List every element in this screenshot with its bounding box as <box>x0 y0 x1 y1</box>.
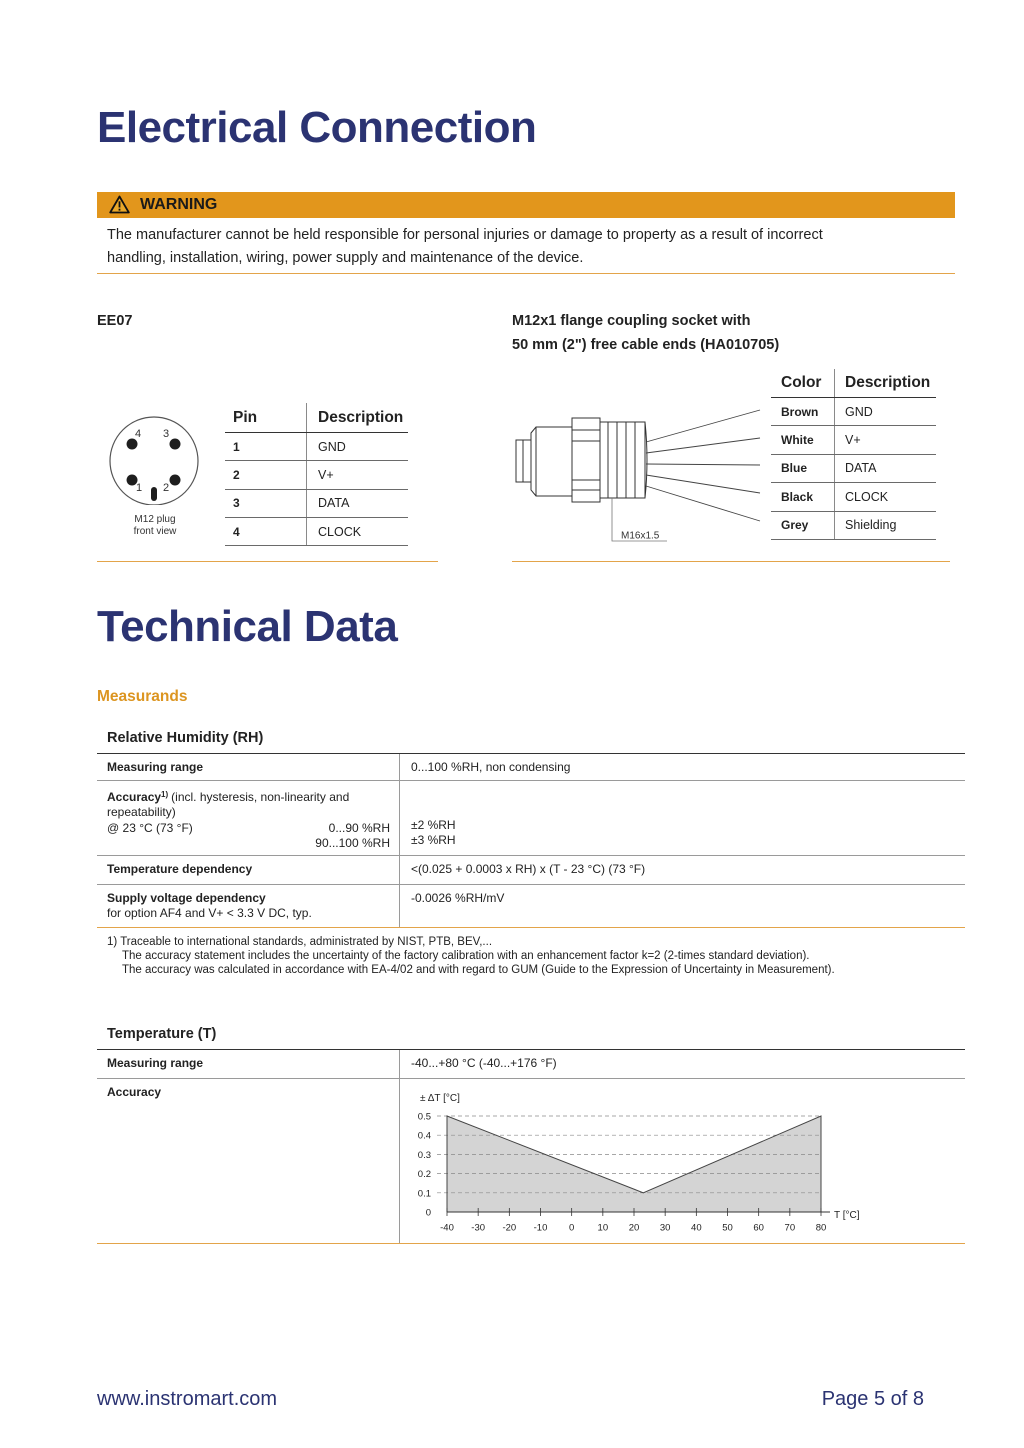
divider <box>512 561 950 562</box>
coupling-socket-drawing <box>510 400 772 550</box>
table-row <box>97 1050 965 1079</box>
spec-condition: @ 23 °C (73 °F) <box>107 820 193 835</box>
pin-label: 3 <box>162 428 170 440</box>
footnotes <box>107 935 835 977</box>
spec-value: <(0.025 + 0.0003 x RH) x (T - 23 °C) (73 °F) <box>399 856 965 884</box>
table-row <box>97 856 965 885</box>
socket-heading-line: M12x1 flange coupling socket with <box>512 313 751 329</box>
column-header: Description <box>834 369 936 397</box>
table-row <box>771 512 936 540</box>
y-tick-label: 0 <box>425 1207 431 1219</box>
table-header <box>225 403 408 433</box>
table-row <box>97 885 965 928</box>
spec-note: (incl. hysteresis, non-linearity and <box>171 790 350 804</box>
wire-color: Blue <box>781 461 808 476</box>
table-row <box>771 455 936 483</box>
wire-black <box>646 475 760 493</box>
plug-caption-line: front view <box>133 526 177 537</box>
table-row <box>225 518 408 546</box>
pin-number: 3 <box>233 496 240 511</box>
y-tick-label: 0.3 <box>417 1149 431 1161</box>
pin-table <box>225 403 408 546</box>
pin-2-dot <box>170 475 181 486</box>
x-tick-label: 10 <box>597 1222 609 1234</box>
wire-description: Shielding <box>834 512 936 539</box>
divider <box>97 273 955 274</box>
wire-description: DATA <box>834 455 936 482</box>
ee07-heading: EE07 <box>97 313 133 329</box>
table-row <box>225 490 408 518</box>
pin-3-dot <box>170 439 181 450</box>
pin-number: 4 <box>233 524 240 539</box>
warning-text <box>107 224 823 270</box>
x-tick-label: 50 <box>722 1222 733 1234</box>
wire-grey <box>646 486 760 521</box>
spec-range: 0...90 %RH <box>328 820 390 835</box>
footnote-line: 1) Traceable to international standards, administrated by NIST, PTB, BEV,... <box>107 936 493 948</box>
wire-brown <box>646 410 760 442</box>
wire-color: Black <box>781 489 814 504</box>
accuracy-label-line <box>107 787 390 805</box>
column-header: Pin <box>233 408 258 426</box>
spec-note: for option AF4 and V+ < 3.3 V DC, typ. <box>107 906 312 921</box>
y-tick-label: 0.2 <box>417 1169 431 1181</box>
column-header: Color <box>781 374 822 391</box>
x-tick-label: 0 <box>569 1222 575 1234</box>
warning-text-line: The manufacturer cannot be held responsible for personal injuries or damage to property as a result of incorrect <box>107 227 823 243</box>
column-header: Description <box>306 403 408 432</box>
footnote-line: The accuracy statement includes the uncertainty of the factory calibration with an enhancement factor k=2 (2-times standard deviation). <box>122 950 810 962</box>
spec-label: Supply voltage dependency <box>107 891 266 905</box>
thread-section <box>600 422 645 498</box>
wire-color: White <box>781 433 814 448</box>
wire-description: GND <box>834 398 936 425</box>
wire-color: Brown <box>781 404 819 419</box>
m12-plug-front-view <box>100 410 210 505</box>
spec-value: -0.0026 %RH/mV <box>399 885 965 927</box>
plug-caption <box>105 514 205 538</box>
pin-description: V+ <box>306 461 408 488</box>
spec-value: ±2 %RH <box>411 817 456 832</box>
pin-description: DATA <box>306 490 408 517</box>
pin-number: 1 <box>233 439 240 454</box>
pin-label: 4 <box>134 428 142 440</box>
spec-label: Measuring range <box>107 1056 204 1070</box>
rh-spec-table <box>97 753 965 928</box>
page-title-electrical-connection: Electrical Connection <box>97 103 537 152</box>
temperature-accuracy-chart <box>400 1085 860 1240</box>
socket-heading <box>512 309 779 357</box>
footnote-ref: 1) <box>161 790 169 799</box>
coupling-nut <box>572 418 600 502</box>
measurands-label: Measurands <box>97 688 188 705</box>
y-tick-label: 0.5 <box>417 1111 431 1123</box>
x-tick-label: -40 <box>440 1222 454 1234</box>
x-tick-label: -20 <box>502 1222 517 1234</box>
table-row <box>97 781 965 856</box>
x-tick-label: 40 <box>691 1222 702 1234</box>
table-row <box>225 461 408 489</box>
table-row <box>771 398 936 426</box>
spec-label: Temperature dependency <box>107 862 253 876</box>
x-tick-label: 80 <box>815 1222 827 1234</box>
spec-label: Measuring range <box>107 760 204 774</box>
warning-label: WARNING <box>140 196 218 213</box>
y-axis-label: ± ΔT [°C] <box>420 1093 460 1104</box>
y-tick-label: 0.1 <box>417 1188 431 1200</box>
thread-label: M16x1.5 <box>621 530 660 542</box>
pin-number: 2 <box>233 467 240 482</box>
table-row <box>771 483 936 511</box>
table-header <box>771 369 936 398</box>
x-tick-label: -10 <box>533 1222 548 1234</box>
plug-caption-line: M12 plug <box>134 514 176 525</box>
spec-label: Accuracy <box>107 790 162 804</box>
spec-value: -40...+80 °C (-40...+176 °F) <box>399 1050 965 1078</box>
table-row <box>97 754 965 781</box>
accuracy-area <box>447 1116 821 1212</box>
wire-color-table <box>771 369 936 540</box>
x-tick-label: -30 <box>471 1222 486 1234</box>
wire-white <box>646 438 760 453</box>
coding-key <box>151 487 157 501</box>
spec-note: repeatability) <box>107 805 176 820</box>
warning-icon <box>109 195 130 214</box>
socket-heading-line: 50 mm (2") free cable ends (HA010705) <box>512 337 780 353</box>
pin-description: CLOCK <box>306 518 408 545</box>
spec-value: 0...100 %RH, non condensing <box>399 754 965 780</box>
accuracy-condition-line <box>107 821 390 836</box>
x-axis-label: T [°C] <box>834 1210 860 1221</box>
coupling-body <box>531 427 572 496</box>
table-row <box>771 426 936 454</box>
wire-color: Grey <box>781 518 809 533</box>
x-tick-label: 20 <box>628 1222 640 1234</box>
accuracy-cell <box>97 781 399 855</box>
rh-heading: Relative Humidity (RH) <box>107 730 264 746</box>
footer-page-number: Page 5 of 8 <box>821 1388 924 1410</box>
supply-voltage-cell <box>97 885 399 927</box>
divider <box>97 561 438 562</box>
x-tick-label: 60 <box>753 1222 764 1234</box>
wire-description: CLOCK <box>834 483 936 510</box>
footnote-line: The accuracy was calculated in accordance with EA-4/02 and with regard to GUM (Guide to the Expression of Uncertainty in Measurement). <box>122 964 835 976</box>
warning-bar <box>97 192 955 218</box>
wire-description: V+ <box>834 426 936 453</box>
pin-description: GND <box>306 433 408 460</box>
page-title-technical-data: Technical Data <box>97 602 398 651</box>
pin-label: 1 <box>135 482 143 494</box>
y-tick-label: 0.4 <box>417 1130 431 1142</box>
x-tick-label: 30 <box>659 1222 671 1234</box>
temperature-heading: Temperature (T) <box>107 1026 217 1042</box>
warning-text-line: handling, installation, wiring, power supply and maintenance of the device. <box>107 250 584 266</box>
accuracy-values-cell <box>399 781 965 855</box>
footer-website-link[interactable]: www.instromart.com <box>97 1388 278 1410</box>
table-row <box>225 433 408 461</box>
wire-blue <box>646 464 760 465</box>
spec-range: 90...100 %RH <box>315 835 390 850</box>
spec-value: ±3 %RH <box>411 832 456 847</box>
x-tick-label: 70 <box>784 1222 796 1234</box>
pin-label: 2 <box>162 482 170 494</box>
spec-label: Accuracy <box>107 1085 162 1099</box>
pin-4-dot <box>127 439 138 450</box>
